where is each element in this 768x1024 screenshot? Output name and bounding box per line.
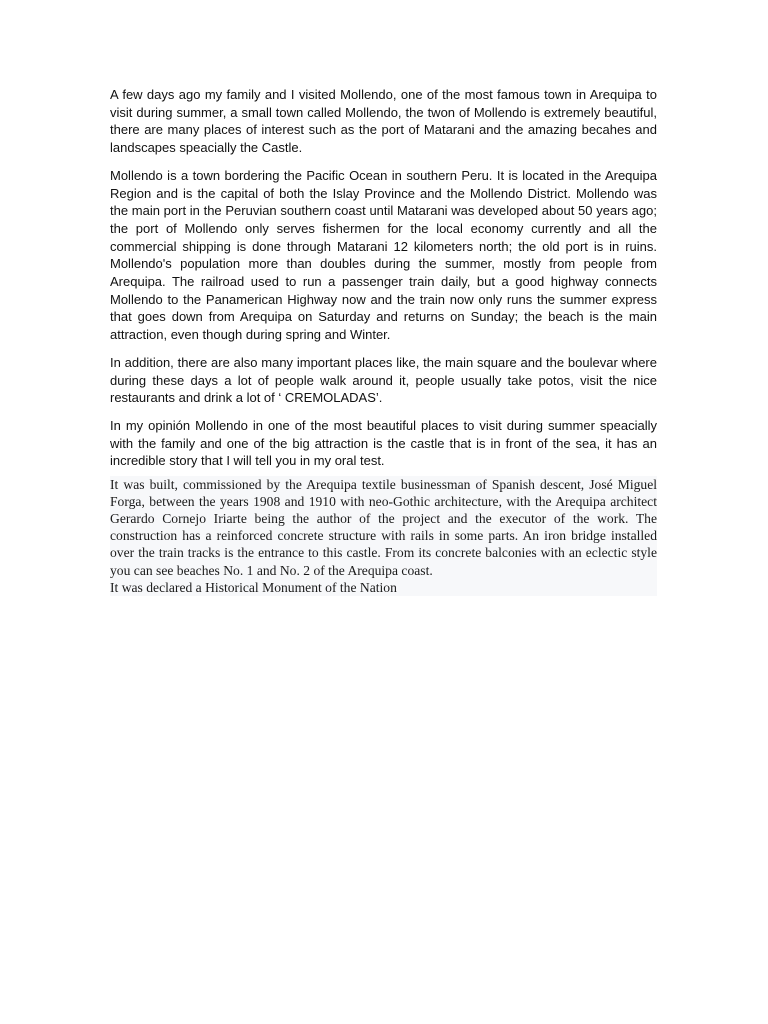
paragraph-intro: A few days ago my family and I visited Mollendo, one of the most famous town in Arequipa to visit during summer, a small town called Mollendo, the twon of Mollendo is extremely beautiful, there are many places of interest such as the port of Matarani and the amazing becahes and landscapes speacially the Castle. <box>110 87 657 156</box>
paragraph-opinion: In my opinión Mollendo in one of the most beautiful places to visit during summer speacially with the family and one of the big attraction is the castle that is in front of the sea, it has an incredible story that I will tell you in my oral test. <box>110 417 657 469</box>
castle-quote-block <box>110 476 657 596</box>
castle-quote-text: It was built, commissioned by the Arequipa textile businessman of Spanish descent, José Miguel Forga, between the years 1908 and 1910 with neo-Gothic architecture, with the Arequipa architect Gerardo Cornejo Iriarte being the author of the project and the executor of the work. The construction has a reinforced concrete structure with rails in some parts. An iron bridge installed over the train tracks is the entrance to this castle. From its concrete balconies with an eclectic style you can see beaches No. 1 and No. 2 of the Arequipa coast. <box>110 477 657 578</box>
paragraph-mollendo-description: Mollendo is a town bordering the Pacific Ocean in southern Peru. It is located in the Arequipa Region and is the capital of both the Islay Province and the Mollendo District. Mollendo was the main port in the Peruvian southern coast until Matarani was developed about 50 years ago; the port of Mollendo only serves fishermen for the local economy currently and all the commercial shipping is done through Matarani 12 kilometers north; the old port is in ruins. Mollendo's population more than doubles during the summer, mostly from people from Arequipa. The railroad used to run a passenger train daily, but a good highway connects Mollendo to the Panamerican Highway now and the train now only runs the summer express that goes down from Arequipa on Saturday and returns on Sunday; the beach is the main attraction, even though during spring and Winter. <box>110 167 657 343</box>
document-page <box>110 86 657 596</box>
paragraph-places: In addition, there are also many important places like, the main square and the boulevar where during these days a lot of people walk around it, people usually take potos, visit the nice restaurants and drink a lot of ‘ CREMOLADAS’. <box>110 354 657 406</box>
castle-quote-last-line: It was declared a Historical Monument of the Nation <box>110 579 397 595</box>
